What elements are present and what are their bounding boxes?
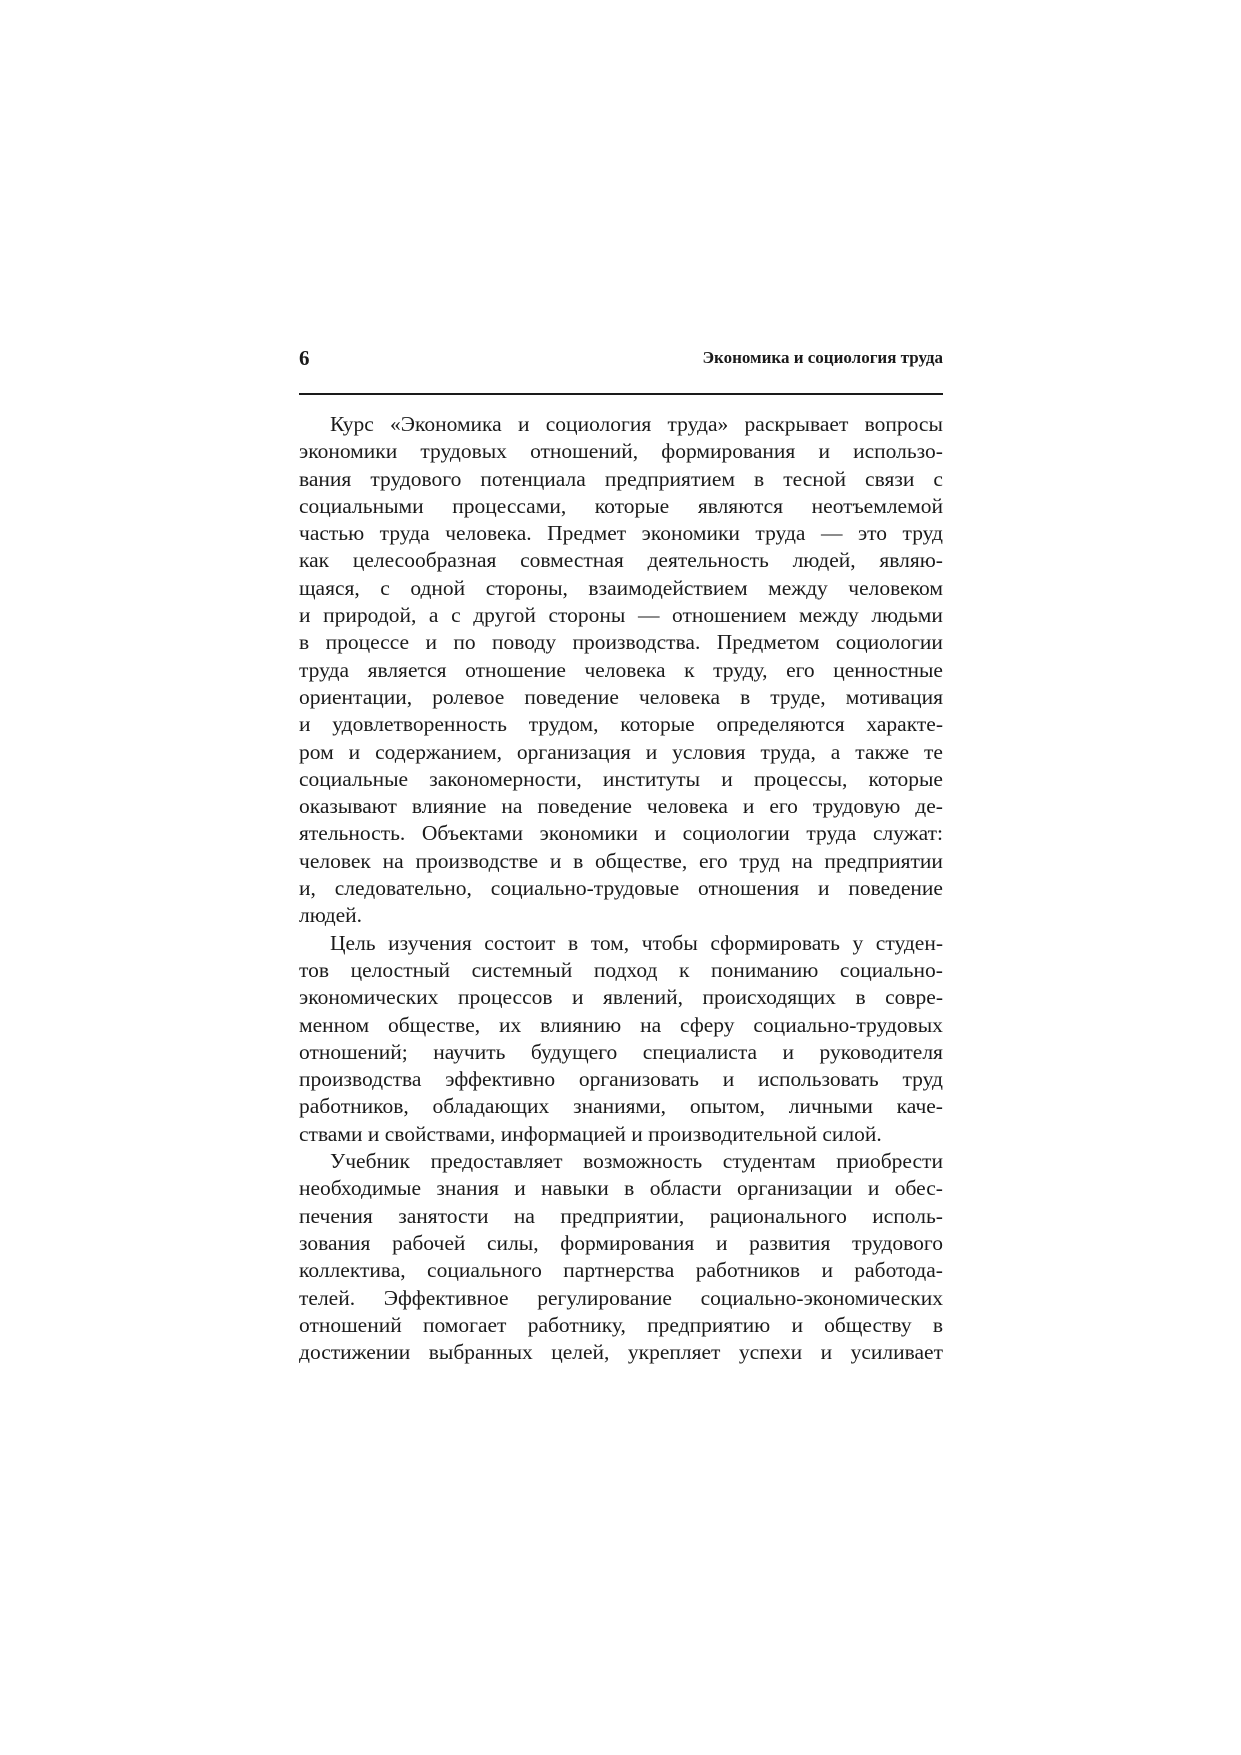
text-line: щаяся, с одной стороны, взаимодействием между человеком (299, 575, 943, 600)
text-line: производства эффективно организовать и использовать труд (299, 1067, 943, 1092)
text-line: социальными процессами, которые являются неотъемлемой (299, 493, 943, 518)
header-rule (299, 393, 943, 395)
text-line: частью труда человека. Предмет экономики труда — это труд (299, 521, 943, 546)
text-line: отношений помогает работнику, предприятию и обществу в (299, 1312, 943, 1337)
text-line: и природой, а с другой стороны — отношением между людьми (299, 603, 943, 628)
text-line: отношений; научить будущего специалиста и руководителя (299, 1039, 943, 1064)
text-line: труда является отношение человека к труду, его ценностные (299, 657, 943, 682)
text-line: зования рабочей силы, формирования и развития трудового (299, 1230, 943, 1255)
text-line: ориентации, ролевое поведение человека в труде, мотивация (299, 684, 943, 709)
text-line: работников, обладающих знаниями, опытом, личными каче- (299, 1094, 943, 1119)
text-line: Учебник предоставляет возможность студентам приобрести (330, 1149, 943, 1174)
text-line: и удовлетворенность трудом, которые определяются характе- (299, 712, 943, 737)
text-line: ром и содержанием, организация и условия труда, а также те (299, 739, 943, 764)
paragraph (299, 930, 943, 1148)
text-line: социальные закономерности, институты и процессы, которые (299, 766, 943, 791)
text-line: экономики трудовых отношений, формирования и использо- (299, 439, 943, 464)
text-line: менном обществе, их влиянию на сферу социально-трудовых (299, 1012, 943, 1037)
text-line: достижении выбранных целей, укрепляет успехи и усиливает (299, 1340, 943, 1365)
text-line: необходимые знания и навыки в области организации и обес- (299, 1176, 943, 1201)
text-line: ствами и свойствами, информацией и производительной силой. (299, 1121, 882, 1146)
text-line: и, следовательно, социально-трудовые отношения и поведение (299, 876, 943, 901)
text-line: как целесообразная совместная деятельность людей, являю- (299, 548, 943, 573)
text-line: печения занятости на предприятии, рационального исполь- (299, 1203, 943, 1228)
body-text (299, 411, 943, 1366)
text-line: человек на производстве и в обществе, его труд на предприятии (299, 848, 943, 873)
text-line: в процессе и по поводу производства. Предметом социологии (299, 630, 943, 655)
page-header (299, 346, 943, 376)
running-title: Экономика и социология труда (702, 348, 943, 367)
text-line: экономических процессов и явлений, происходящих в совре- (299, 985, 943, 1010)
text-line: оказывают влияние на поведение человека и его трудовую де- (299, 794, 943, 819)
text-line: телей. Эффективное регулирование социально-экономических (299, 1285, 943, 1310)
text-line: ятельность. Объектами экономики и социологии труда служат: (299, 821, 943, 846)
text-line: коллектива, социального партнерства работников и работода- (299, 1258, 943, 1283)
text-line: Цель изучения состоит в том, чтобы сформировать у студен- (330, 930, 943, 955)
text-line: Курс «Экономика и социология труда» раскрывает вопросы (330, 412, 943, 436)
page-number: 6 (299, 346, 310, 370)
paragraph (299, 1148, 943, 1366)
text-line: тов целостный системный подход к пониманию социально- (299, 957, 943, 982)
paragraph (299, 411, 943, 930)
text-line: вания трудового потенциала предприятием в тесной связи с (299, 466, 943, 491)
text-line: людей. (299, 903, 363, 928)
